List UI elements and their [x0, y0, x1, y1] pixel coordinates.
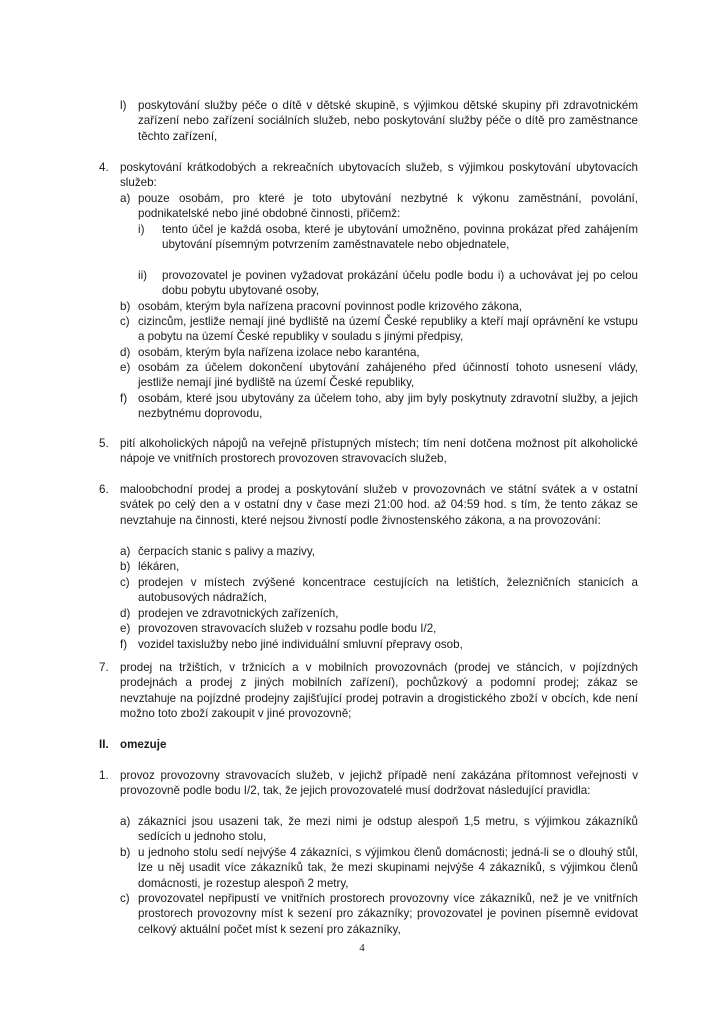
item-ii-1a-text: zákazníci jsou usazeni tak, že mezi nimi je odstup alespoň 1,5 metru, s výjimkou zákazníků sedících u jednoho stolu, [138, 815, 638, 844]
item-4e-label: e) [120, 361, 131, 374]
item-6e-text: provozoven stravovacích služeb v rozsahu podle bodu I/2, [138, 622, 437, 635]
page-number: 4 [359, 942, 365, 954]
item-4a-i-text: tento účel je každá osoba, které je ubytování umožněno, povinna prokázat před zahájením ubytování písemným potvrzením zaměstnavatele nebo objednatele, [162, 223, 638, 252]
item-7-number: 7. [99, 661, 109, 674]
item-4a-i-label: i) [138, 223, 145, 236]
item-6c-text: prodejen v místech zvýšené koncentrace cestujících na letištích, železničních stanicích a autobusových nádražích, [138, 576, 638, 605]
item-6e-label: e) [120, 622, 131, 635]
item-6f-text: vozidel taxislužby nebo jiné individuální smluvní přepravy osob, [138, 638, 463, 651]
item-ii-1-text: provoz provozovny stravovacích služeb, v jejichž případě není zakázána přítomnost veřejnosti v provozovně podle bodu I/2, tak, že jejich provozovatelé musí dodržovat následující pravidla: [120, 769, 638, 798]
item-6-number: 6. [99, 483, 109, 496]
item-5-text: pití alkoholických nápojů na veřejně přístupných místech; tím není dotčena možnost pít alkoholické nápoje ve vnitřních prostorech provozoven stravovacích služeb, [120, 437, 638, 466]
item-4a-text: pouze osobám, pro které je toto ubytování nezbytné k výkonu zaměstnání, povolání, podnikatelské nebo jiné obdobné činnosti, přičemž: [138, 192, 638, 221]
item-4f-text: osobám, které jsou ubytovány za účelem toho, aby jim byly poskytnuty zdravotní služby, a jejich nezbytnému doprovodu, [138, 392, 638, 421]
item-5-number: 5. [99, 437, 109, 450]
item-4a-label: a) [120, 192, 131, 205]
item-l-text: poskytování služby péče o dítě v dětské skupině, s výjimkou dětské skupiny při zdravotnickém zařízení nebo zařízení sociálních služeb, nebo poskytování služby péče o dítě pro zaměstnance těchto zařízení, [138, 99, 638, 143]
item-ii-1b-text: u jednoho stolu sedí nejvýše 4 zákazníci, s výjimkou členů domácnosti; jedná-li se o dlouhý stůl, lze u něj usadit více zákazníků tak, že mezi skupinami nejvýše 4 zákazníků, s výjimkou členů domácnosti, je rozestup alespoň 2 metry, [138, 846, 638, 890]
item-4c-text: cizincům, jestliže nemají jiné bydliště na území České republiky a kteří mají oprávnění ke vstupu a pobytu na území České republiky v souladu s jinými předpisy, [138, 315, 638, 344]
item-4e-text: osobám za účelem dokončení ubytování zahájeného před účinností tohoto usnesení vlády, jestliže nemají jiné bydliště na území České republiky, [138, 361, 638, 390]
item-6b-text: lékáren, [138, 560, 180, 573]
item-6f-label: f) [120, 638, 128, 651]
item-6-text: maloobchodní prodej a prodej a poskytování služeb v provozovnách ve státní svátek a v ostatní svátek po celý den a v ostatní dny v čase mezi 21:00 hod. až 04:59 hod. s tím, že tento zákaz se nevztahuje na činnosti, které nejsou živností podle živnostenského zákona, a na provozování: [120, 483, 638, 527]
item-6d-label: d) [120, 607, 131, 620]
item-4f-label: f) [120, 392, 128, 405]
item-4-number: 4. [99, 161, 109, 174]
item-ii-1-number: 1. [99, 769, 109, 782]
item-4a-ii-label: ii) [138, 269, 148, 282]
item-4d-label: d) [120, 346, 131, 359]
item-4d-text: osobám, kterým byla nařízena izolace nebo karanténa, [138, 346, 420, 359]
item-ii-1b-label: b) [120, 846, 131, 859]
item-ii-1c-text: provozovatel nepřipustí ve vnitřních prostorech provozovny více zákazníků, než je ve vnitřních prostorech provozovny míst k sezení pro zákazníky; provozovatel je povinen písemně evidovat celkový aktuální počet míst k sezení pro zákazníky, [138, 892, 638, 936]
item-6d-text: prodejen ve zdravotnických zařízeních, [138, 607, 339, 620]
item-7-text: prodej na tržištích, v tržnicích a v mobilních provozovnách (prodej ve stáncích, v pojízdných prodejnách a prodej z jiných mobilních zařízení), pochůzkový a podomní prodej; zákaz se nevztahuje na pojízdné prodejny zajišťující prodej potravin a drogistického zboží v obcích, kde není možno toto zboží zakoupit v jiné provozovně; [120, 661, 638, 721]
item-ii-1a-label: a) [120, 815, 131, 828]
item-4b-label: b) [120, 300, 131, 313]
item-4-text: poskytování krátkodobých a rekreačních ubytovacích služeb, s výjimkou poskytování ubytovacích služeb: [120, 161, 638, 190]
section-ii-title: omezuje [120, 738, 167, 751]
item-4a-ii-text: provozovatel je povinen vyžadovat prokázání účelu podle bodu i) a uchovávat jej po celou dobu pobytu ubytované osoby, [162, 269, 638, 298]
item-4b-text: osobám, kterým byla nařízena pracovní povinnost podle krizového zákona, [138, 300, 523, 313]
item-ii-1c-label: c) [120, 892, 130, 905]
item-4c-label: c) [120, 315, 130, 328]
item-l-label: l) [120, 99, 127, 112]
item-6a-label: a) [120, 545, 131, 558]
item-6a-text: čerpacích stanic s palivy a mazivy, [138, 545, 315, 558]
section-ii-number: II. [99, 738, 109, 751]
item-6b-label: b) [120, 560, 131, 573]
item-6c-label: c) [120, 576, 130, 589]
